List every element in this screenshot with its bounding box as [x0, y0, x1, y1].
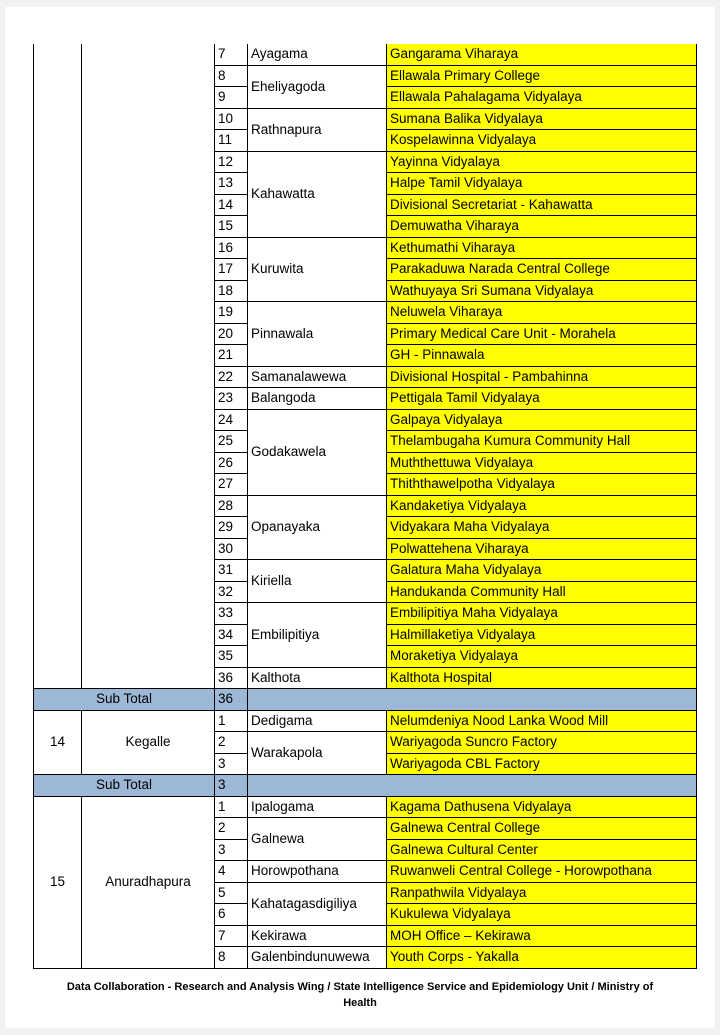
row-number: 1 — [215, 710, 248, 732]
moh-area: Kalthota — [248, 667, 387, 689]
moh-area: Galenbindunuwewa — [248, 947, 387, 969]
row-number: 30 — [215, 538, 248, 560]
moh-area: Galnewa — [248, 818, 387, 861]
row-number: 36 — [215, 667, 248, 689]
subtotal-empty — [248, 689, 697, 711]
moh-area: Balangoda — [248, 388, 387, 410]
center-name: Galatura Maha Vidyalaya — [387, 560, 697, 582]
center-name: MOH Office – Kekirawa — [387, 925, 697, 947]
center-name: Kukulewa Vidyalaya — [387, 904, 697, 926]
center-name: Thelambugaha Kumura Community Hall — [387, 431, 697, 453]
row-number: 14 — [215, 194, 248, 216]
subtotal-value: 3 — [215, 775, 248, 797]
district-name-cell — [82, 44, 215, 689]
row-number: 31 — [215, 560, 248, 582]
district-no-cell — [34, 44, 82, 689]
center-name: Halpe Tamil Vidyalaya — [387, 173, 697, 195]
moh-area: Godakawela — [248, 409, 387, 495]
row-number: 4 — [215, 861, 248, 883]
center-name: Ellawala Primary College — [387, 65, 697, 87]
moh-area: Ipalogama — [248, 796, 387, 818]
district-no-cell: 14 — [34, 710, 82, 775]
center-name: Embilipitiya Maha Vidyalaya — [387, 603, 697, 625]
row-number: 27 — [215, 474, 248, 496]
row-number: 3 — [215, 753, 248, 775]
center-name: Pettigala Tamil Vidyalaya — [387, 388, 697, 410]
row-number: 18 — [215, 280, 248, 302]
row-number: 7 — [215, 44, 248, 65]
center-name: Primary Medical Care Unit - Morahela — [387, 323, 697, 345]
moh-area: Samanalawewa — [248, 366, 387, 388]
row-number: 1 — [215, 796, 248, 818]
center-name: Wathuyaya Sri Sumana Vidyalaya — [387, 280, 697, 302]
row-number: 34 — [215, 624, 248, 646]
row-number: 17 — [215, 259, 248, 281]
center-name: Gangarama Viharaya — [387, 44, 697, 65]
center-name: Ranpathwila Vidyalaya — [387, 882, 697, 904]
center-name: Kethumathi Viharaya — [387, 237, 697, 259]
center-name: Divisional Hospital - Pambahinna — [387, 366, 697, 388]
center-name: Neluwela Viharaya — [387, 302, 697, 324]
footer-line: Data Collaboration - Research and Analysis Wing / State Intelligence Service and Epidemiology Unit / Ministry of — [66, 981, 654, 993]
center-name: Galpaya Vidyalaya — [387, 409, 697, 431]
center-name: Nelumdeniya Nood Lanka Wood Mill — [387, 710, 697, 732]
moh-area: Kiriella — [248, 560, 387, 603]
row-number: 8 — [215, 947, 248, 969]
center-name: Galnewa Cultural Center — [387, 839, 697, 861]
center-name: Halmillaketiya Vidyalaya — [387, 624, 697, 646]
row-number: 3 — [215, 839, 248, 861]
center-name: Wariyagoda CBL Factory — [387, 753, 697, 775]
moh-area: Kekirawa — [248, 925, 387, 947]
moh-area: Ayagama — [248, 44, 387, 65]
subtotal-row — [34, 689, 697, 711]
center-name: Youth Corps - Yakalla — [387, 947, 697, 969]
row-number: 15 — [215, 216, 248, 238]
moh-area: Opanayaka — [248, 495, 387, 560]
moh-area: Eheliyagoda — [248, 65, 387, 108]
center-name: Wariyagoda Suncro Factory — [387, 732, 697, 754]
subtotal-label: Sub Total — [34, 689, 215, 711]
center-name: Kalthota Hospital — [387, 667, 697, 689]
row-number: 35 — [215, 646, 248, 668]
row-number: 23 — [215, 388, 248, 410]
center-name: Polwattehena Viharaya — [387, 538, 697, 560]
center-name: Sumana Balika Vidyalaya — [387, 108, 697, 130]
moh-area: Kuruwita — [248, 237, 387, 302]
center-name: Parakaduwa Narada Central College — [387, 259, 697, 281]
row-number: 10 — [215, 108, 248, 130]
subtotal-value: 36 — [215, 689, 248, 711]
district-name-cell: Anuradhapura — [82, 796, 215, 968]
row-number: 22 — [215, 366, 248, 388]
moh-area: Embilipitiya — [248, 603, 387, 668]
center-name: Ellawala Pahalagama Vidyalaya — [387, 87, 697, 109]
row-number: 6 — [215, 904, 248, 926]
row-number: 19 — [215, 302, 248, 324]
moh-area: Horowpothana — [248, 861, 387, 883]
row-number: 11 — [215, 130, 248, 152]
row-number: 16 — [215, 237, 248, 259]
row-number: 7 — [215, 925, 248, 947]
row-number: 9 — [215, 87, 248, 109]
row-number: 25 — [215, 431, 248, 453]
center-name: Demuwatha Viharaya — [387, 216, 697, 238]
row-number: 2 — [215, 732, 248, 754]
center-name: Galnewa Central College — [387, 818, 697, 840]
moh-area: Pinnawala — [248, 302, 387, 367]
subtotal-row — [34, 775, 697, 797]
table-row — [34, 44, 697, 65]
center-name: Divisional Secretariat - Kahawatta — [387, 194, 697, 216]
center-name: Vidyakara Maha Vidyalaya — [387, 517, 697, 539]
district-name-cell: Kegalle — [82, 710, 215, 775]
table-row — [34, 796, 697, 818]
vaccination-centers-table — [33, 44, 697, 969]
document-page — [5, 7, 715, 1028]
table-row — [34, 710, 697, 732]
center-name: Handukanda Community Hall — [387, 581, 697, 603]
center-name: Kagama Dathusena Vidyalaya — [387, 796, 697, 818]
moh-area: Kahatagasdigiliya — [248, 882, 387, 925]
row-number: 5 — [215, 882, 248, 904]
subtotal-label: Sub Total — [34, 775, 215, 797]
center-name: Muththettuwa Vidyalaya — [387, 452, 697, 474]
subtotal-empty — [248, 775, 697, 797]
row-number: 28 — [215, 495, 248, 517]
center-name: Ruwanweli Central College - Horowpothana — [387, 861, 697, 883]
row-number: 32 — [215, 581, 248, 603]
moh-area: Rathnapura — [248, 108, 387, 151]
moh-area: Dedigama — [248, 710, 387, 732]
center-name: Kandaketiya Vidyalaya — [387, 495, 697, 517]
row-number: 8 — [215, 65, 248, 87]
center-name: Kospelawinna Vidyalaya — [387, 130, 697, 152]
moh-area: Kahawatta — [248, 151, 387, 237]
row-number: 33 — [215, 603, 248, 625]
row-number: 20 — [215, 323, 248, 345]
row-number: 29 — [215, 517, 248, 539]
center-name: GH - Pinnawala — [387, 345, 697, 367]
center-name: Moraketiya Vidyalaya — [387, 646, 697, 668]
row-number: 26 — [215, 452, 248, 474]
district-no-cell: 15 — [34, 796, 82, 968]
moh-area: Warakapola — [248, 732, 387, 775]
row-number: 24 — [215, 409, 248, 431]
row-number: 13 — [215, 173, 248, 195]
center-name: Thiththawelpotha Vidyalaya — [387, 474, 697, 496]
row-number: 21 — [215, 345, 248, 367]
center-name: Yayinna Vidyalaya — [387, 151, 697, 173]
row-number: 12 — [215, 151, 248, 173]
row-number: 2 — [215, 818, 248, 840]
footer-line: Health — [343, 997, 377, 1009]
page-footer — [5, 979, 715, 1011]
